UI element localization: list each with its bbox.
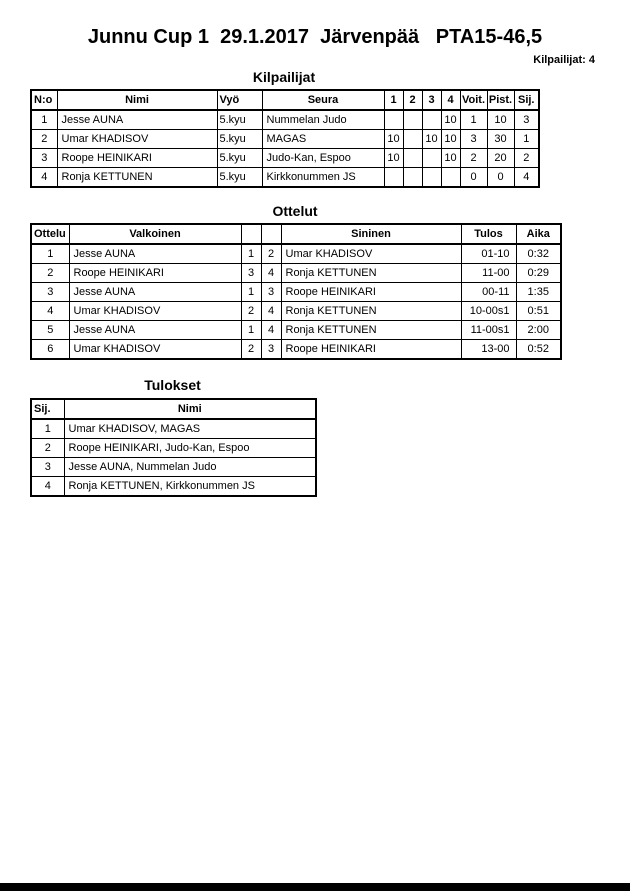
col-header-opponent-3: 3 (422, 90, 441, 110)
blue-number-cell: 3 (261, 340, 281, 360)
competitor-row (31, 130, 539, 149)
competitor-name-cell: Jesse AUNA (57, 110, 217, 130)
belt-cell: 5.kyu (217, 130, 262, 149)
kilpailijat-heading: Kilpailijat (252, 69, 316, 85)
match-row (31, 340, 561, 360)
standing-place-cell: 3 (31, 458, 64, 477)
score-vs-3-cell (422, 110, 441, 130)
footer-bar (0, 883, 630, 891)
score-vs-3-cell (422, 168, 441, 188)
result-cell: 11-00s1 (461, 321, 516, 340)
competitor-row (31, 168, 539, 188)
result-cell: 11-00 (461, 264, 516, 283)
placement-cell: 3 (514, 110, 539, 130)
placement-cell: 2 (514, 149, 539, 168)
tulokset-table (30, 398, 317, 497)
club-cell: Nummelan Judo (262, 110, 384, 130)
points-cell: 30 (487, 130, 514, 149)
score-vs-1-cell: 10 (384, 130, 403, 149)
white-number-cell: 1 (241, 283, 261, 302)
score-vs-2-cell (403, 130, 422, 149)
competitor-row (31, 149, 539, 168)
col-header-sininen: Sininen (281, 224, 461, 244)
blue-name-cell: Ronja KETTUNEN (281, 302, 461, 321)
competitor-number-cell: 4 (31, 168, 57, 188)
blue-number-cell: 4 (261, 302, 281, 321)
col-header-vyo: Vyö (217, 90, 262, 110)
score-vs-2-cell (403, 168, 422, 188)
col-header-pist: Pist. (487, 90, 514, 110)
score-vs-4-cell: 10 (441, 110, 460, 130)
belt-cell: 5.kyu (217, 110, 262, 130)
white-name-cell: Jesse AUNA (69, 321, 241, 340)
blue-name-cell: Roope HEINIKARI (281, 340, 461, 360)
match-number-cell: 4 (31, 302, 69, 321)
col-header-valkoinen: Valkoinen (69, 224, 241, 244)
white-number-cell: 2 (241, 340, 261, 360)
standing-row (31, 419, 316, 439)
match-row (31, 302, 561, 321)
score-vs-2-cell (403, 149, 422, 168)
score-vs-3-cell: 10 (422, 130, 441, 149)
blue-name-cell: Ronja KETTUNEN (281, 264, 461, 283)
kilpailijat-header-row (31, 90, 539, 110)
points-cell: 10 (487, 110, 514, 130)
match-row (31, 264, 561, 283)
ottelut-table (30, 223, 562, 360)
club-cell: Judo-Kan, Espoo (262, 149, 384, 168)
match-number-cell: 3 (31, 283, 69, 302)
col-header-nimi-tulokset: Nimi (64, 399, 316, 419)
white-name-cell: Jesse AUNA (69, 283, 241, 302)
placement-cell: 1 (514, 130, 539, 149)
blue-name-cell: Umar KHADISOV (281, 244, 461, 264)
blue-name-cell: Roope HEINIKARI (281, 283, 461, 302)
standing-name-cell: Jesse AUNA, Nummelan Judo (64, 458, 316, 477)
col-header-voit: Voit. (460, 90, 487, 110)
belt-cell: 5.kyu (217, 168, 262, 188)
wins-cell: 1 (460, 110, 487, 130)
match-number-cell: 2 (31, 264, 69, 283)
white-name-cell: Jesse AUNA (69, 244, 241, 264)
time-cell: 0:29 (516, 264, 561, 283)
competitor-number-cell: 1 (31, 110, 57, 130)
points-cell: 20 (487, 149, 514, 168)
club-cell: Kirkkonummen JS (262, 168, 384, 188)
time-cell: 0:51 (516, 302, 561, 321)
time-cell: 0:32 (516, 244, 561, 264)
time-cell: 2:00 (516, 321, 561, 340)
competitor-name-cell: Roope HEINIKARI (57, 149, 217, 168)
match-number-cell: 1 (31, 244, 69, 264)
ottelut-heading: Ottelut (272, 203, 318, 219)
blue-number-cell: 2 (261, 244, 281, 264)
col-header-nimi: Nimi (57, 90, 217, 110)
kilpailijat-table (30, 89, 540, 188)
match-number-cell: 6 (31, 340, 69, 360)
col-header-tulos: Tulos (461, 224, 516, 244)
kilpailijat-section (30, 69, 630, 188)
col-header-sij-tulokset: Sij. (31, 399, 64, 419)
blue-number-cell: 4 (261, 264, 281, 283)
blue-number-cell: 3 (261, 283, 281, 302)
standing-row (31, 458, 316, 477)
club-cell: MAGAS (262, 130, 384, 149)
wins-cell: 0 (460, 168, 487, 188)
blue-name-cell: Ronja KETTUNEN (281, 321, 461, 340)
standing-row (31, 439, 316, 458)
points-cell: 0 (487, 168, 514, 188)
standing-name-cell: Ronja KETTUNEN, Kirkkonummen JS (64, 477, 316, 497)
white-name-cell: Umar KHADISOV (69, 302, 241, 321)
placement-cell: 4 (514, 168, 539, 188)
col-header-opponent-1: 1 (384, 90, 403, 110)
score-vs-2-cell (403, 110, 422, 130)
page-title: Junnu Cup 1 29.1.2017 Järvenpää PTA15-46,5 (87, 26, 543, 48)
tulokset-heading: Tulokset (144, 377, 201, 393)
time-cell: 0:52 (516, 340, 561, 360)
wins-cell: 3 (460, 130, 487, 149)
blue-number-header (261, 224, 281, 244)
white-number-cell: 2 (241, 302, 261, 321)
score-vs-4-cell: 10 (441, 130, 460, 149)
result-cell: 13-00 (461, 340, 516, 360)
col-header-no: N:o (31, 90, 57, 110)
white-number-cell: 1 (241, 321, 261, 340)
score-vs-4-cell (441, 168, 460, 188)
col-header-ottelu: Ottelu (31, 224, 69, 244)
match-row (31, 321, 561, 340)
tulokset-header-row (31, 399, 316, 419)
white-name-cell: Roope HEINIKARI (69, 264, 241, 283)
competitor-row (31, 110, 539, 130)
col-header-opponent-4: 4 (441, 90, 460, 110)
competitor-number-cell: 3 (31, 149, 57, 168)
ottelut-section (30, 203, 630, 360)
col-header-seura: Seura (262, 90, 384, 110)
score-vs-1-cell (384, 168, 403, 188)
standing-place-cell: 1 (31, 419, 64, 439)
competitor-name-cell: Umar KHADISOV (57, 130, 217, 149)
ottelut-header-row (31, 224, 561, 244)
result-cell: 00-11 (461, 283, 516, 302)
white-number-cell: 3 (241, 264, 261, 283)
blue-number-cell: 4 (261, 321, 281, 340)
score-vs-1-cell: 10 (384, 149, 403, 168)
standing-name-cell: Roope HEINIKARI, Judo-Kan, Espoo (64, 439, 316, 458)
time-cell: 1:35 (516, 283, 561, 302)
result-cell: 10-00s1 (461, 302, 516, 321)
belt-cell: 5.kyu (217, 149, 262, 168)
col-header-aika: Aika (516, 224, 561, 244)
white-number-cell: 1 (241, 244, 261, 264)
score-vs-1-cell (384, 110, 403, 130)
competitor-name-cell: Ronja KETTUNEN (57, 168, 217, 188)
score-vs-3-cell (422, 149, 441, 168)
competitors-count: Kilpailijat: 4 (533, 54, 595, 66)
white-number-header (241, 224, 261, 244)
match-row (31, 244, 561, 264)
col-header-opponent-2: 2 (403, 90, 422, 110)
result-cell: 01-10 (461, 244, 516, 264)
standing-name-cell: Umar KHADISOV, MAGAS (64, 419, 316, 439)
match-number-cell: 5 (31, 321, 69, 340)
standing-row (31, 477, 316, 497)
match-row (31, 283, 561, 302)
wins-cell: 2 (460, 149, 487, 168)
tulokset-section (30, 377, 630, 497)
score-vs-4-cell: 10 (441, 149, 460, 168)
standing-place-cell: 4 (31, 477, 64, 497)
white-name-cell: Umar KHADISOV (69, 340, 241, 360)
competitor-number-cell: 2 (31, 130, 57, 149)
standing-place-cell: 2 (31, 439, 64, 458)
col-header-sij: Sij. (514, 90, 539, 110)
